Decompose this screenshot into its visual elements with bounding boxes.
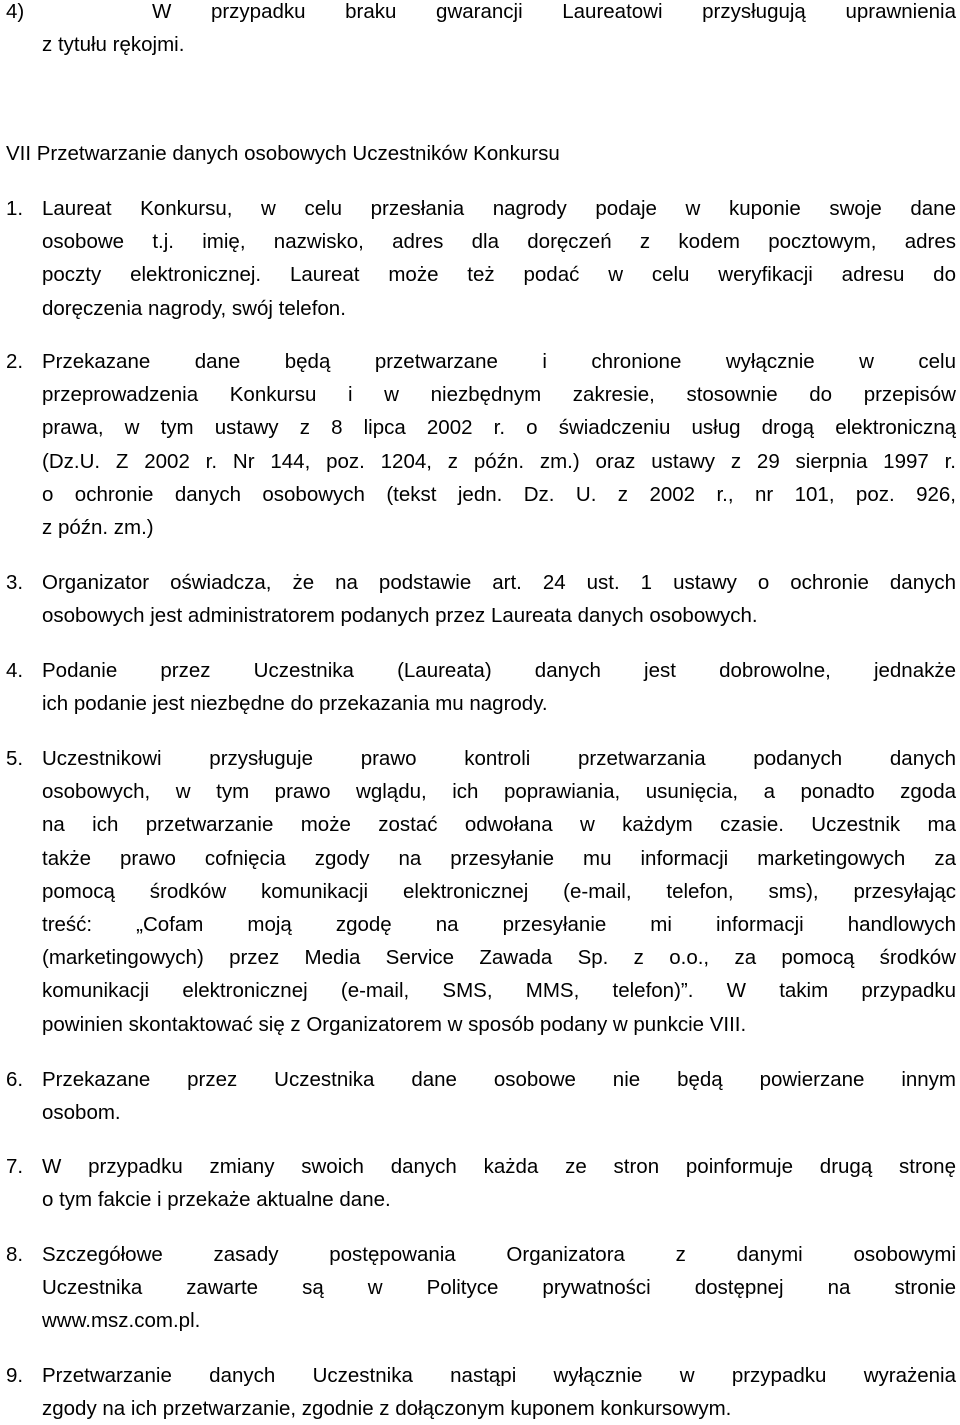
text-line: powinien skontaktować się z Organizatorem w sposób podany w punkcie VIII. [42,1012,747,1036]
text-line: Przetwarzanie danych Uczestnika nastąpi wyłącznie w przypadku wyrażenia [42,1364,956,1387]
text-line: osobowych, w tym prawo wglądu, ich poprawiania, usunięcia, a ponadto zgoda [42,780,956,804]
text-line: ich podanie jest niezbędne do przekazania mu nagrody. [42,692,548,716]
item-text-continued [42,28,956,61]
text-line: doręczenia nagrody, swój telefon. [42,296,346,320]
item-number: 9. [6,1364,24,1387]
item-number: 2. [6,350,24,373]
item-text [42,742,956,1041]
item-number: 8. [6,1243,24,1266]
text-line: z tytułu rękojmi. [42,33,185,57]
text-line: Organizator oświadcza, że na podstawie art. 24 ust. 1 ustawy o ochronie danych [42,571,956,594]
item-number: 3. [6,571,24,594]
section-heading: VII Przetwarzanie danych osobowych Uczestników Konkursu [6,142,560,165]
text-line: Szczegółowe zasady postępowania Organizatora z danymi osobowymi [42,1243,956,1266]
text-line: komunikacji elektronicznej (e-mail, SMS, MMS, telefon)”. W takim przypadku [42,979,956,1003]
text-line: (Dz.U. Z 2002 r. Nr 144, poz. 1204, z późn. zm.) oraz ustawy z 29 sierpnia 1997 r. [42,449,956,473]
text-line: www.msz.com.pl. [42,1309,201,1333]
text-line: osobowych jest administratorem podanych przez Laureata danych osobowych. [42,604,758,628]
list-item-2 [0,345,956,544]
item-text [42,192,956,325]
list-item-5 [0,742,956,1041]
list-item-9 [0,1359,956,1425]
item-text [42,566,956,632]
list-item-1 [0,192,956,325]
item-number: 4. [6,659,24,682]
text-line: z późn. zm.) [42,515,154,539]
item-number: 4) [6,0,25,23]
intro-item [0,0,956,61]
text-line: prawa, w tym ustawy z 8 lipca 2002 r. o świadczeniu usług drogą elektroniczną [42,416,956,440]
list-item-7 [0,1150,956,1216]
list-item-4 [0,654,956,720]
text-line: W przypadku braku gwarancji Laureatowi przysługują uprawnienia [152,0,956,23]
item-text [42,1063,956,1129]
list-item-6 [0,1063,956,1129]
text-line: (marketingowych) przez Media Service Zawada Sp. z o.o., za pomocą środków [42,946,956,970]
list-item-8 [0,1238,956,1338]
text-line: treść: „Cofam moją zgodę na przesyłanie mi informacji handlowych [42,912,956,936]
text-line: W przypadku zmiany swoich danych każda ze stron poinformuje drugą stronę [42,1155,956,1178]
text-line: Uczestnikowi przysługuje prawo kontroli przetwarzania podanych danych [42,747,956,770]
item-text [42,345,956,544]
item-text [42,1238,956,1338]
item-number: 1. [6,197,24,220]
text-line: na ich przetwarzanie może zostać odwołana w każdym czasie. Uczestnik ma [42,813,956,837]
item-number: 6. [6,1068,24,1091]
text-line: pomocą środków komunikacji elektronicznej (e-mail, telefon, sms), przesyłając [42,879,956,903]
item-text [152,0,956,28]
text-line: osobom. [42,1101,121,1125]
item-text [42,1150,956,1216]
text-line: osobowe t.j. imię, nazwisko, adres dla doręczeń z kodem pocztowym, adres [42,230,956,254]
item-number: 5. [6,747,24,770]
item-text [42,654,956,720]
text-line: przeprowadzenia Konkursu i w niezbędnym zakresie, stosownie do przepisów [42,383,956,407]
text-line: Uczestnika zawarte są w Polityce prywatności dostępnej na stronie [42,1276,956,1300]
item-number: 7. [6,1155,24,1178]
text-line: Przekazane dane będą przetwarzane i chronione wyłącznie w celu [42,350,956,373]
text-line: o tym fakcie i przekaże aktualne dane. [42,1188,391,1212]
text-line: także prawo cofnięcia zgody na przesyłanie mu informacji marketingowych za [42,846,956,870]
item-text [42,1359,956,1425]
text-line: o ochronie danych osobowych (tekst jedn. Dz. U. z 2002 r., nr 101, poz. 926, [42,482,956,506]
text-line: Podanie przez Uczestnika (Laureata) danych jest dobrowolne, jednakże [42,659,956,682]
text-line: Laureat Konkursu, w celu przesłania nagrody podaje w kuponie swoje dane [42,197,956,220]
text-line: Przekazane przez Uczestnika dane osobowe nie będą powierzane innym [42,1068,956,1091]
text-line: poczty elektronicznej. Laureat może też podać w celu weryfikacji adresu do [42,263,956,287]
text-line: zgody na ich przetwarzanie, zgodnie z dołączonym kuponem konkursowym. [42,1397,732,1421]
list-item-3 [0,566,956,632]
